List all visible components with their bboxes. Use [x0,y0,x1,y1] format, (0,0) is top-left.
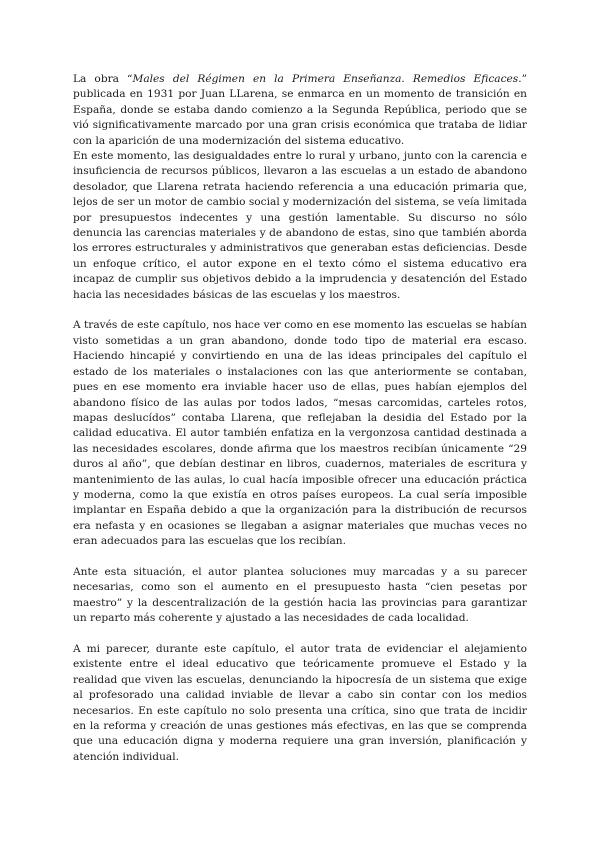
paragraph-opinion: A mi parecer, durante este capítulo, el autor trata de evidenciar el alejamiento existente entre el ideal educativo que teóricamente promueve el Estado y la realidad que viven las escuelas, denunciando la hipocresía de un sistema que exige al profesorado una calidad inviable de llevar a cabo sin contar con los medios necesarios. En este capítulo no solo presenta una crítica, sino que trata de incidir en la reforma y creación de unas gestiones más efectivas, en las que se comprenda que una educación digna y moderna requiere una gran inversión, planificación y atención individual. [73,642,527,763]
paragraph-solutions: Ante esta situación, el autor plantea soluciones muy marcadas y a su parecer necesarias, como son el aumento en el presupuesto hasta “cien pesetas por maestro” y la descentralización de la gestión hacia las provincias para garantizar un reparto más coherente y ajustado a las necesidades de cada localidad. [73,565,527,625]
document-body [73,72,527,765]
paragraph-intro [73,72,527,149]
paragraph-context: En este momento, las desigualdades entre lo rural y urbano, junto con la carencia e insuficiencia de recursos públicos, llevaron a las escuelas a un estado de abandono desolador, que Llarena retrata haciendo referencia a una educación primaria que, lejos de ser un motor de cambio social y modernización del sistema, se veía limitada por presupuestos indecentes y una gestión lamentable. Su discurso no sólo denuncia las carencias materiales y de abandono de estas, sino que también aborda los errores estructurales y administrativos que generaban estas deficiencias. Desde un enfoque crítico, el autor expone en el texto cómo el sistema educativo era incapaz de cumplir sus objetivos debido a la imprudencia y desatención del Estado hacia las necesidades básicas de las escuelas y los maestros. [73,150,527,301]
book-title: Males del Régimen en la Primera Enseñanza. Remedios Eficaces [132,73,519,85]
intro-continuation-text: .” publicada en 1931 por Juan LLarena, se enmarca en un momento de transición en España, donde se estaba dando comienzo a la Segunda República, periodo que se vió significativamente marcado por una gran crisis económica que trataba de lidiar con la aparición de una modernización del sistema educativo. [73,73,527,147]
intro-lead-text: La obra “ [73,73,133,85]
paragraph-materials: A través de este capítulo, nos hace ver como en ese momento las escuelas se habían visto sometidas a un gran abandono, donde todo tipo de material era escaso. Haciendo hincapié y convirtiendo en una de las ideas principales del capítulo el estado de los materiales o instalaciones con las que anteriormente se contaban, pues en ese momento era inviable hacer uso de ellas, pues habían ejemplos del abandono físico de las aulas por todos lados, “mesas carcomidas, carteles rotos, mapas deslucídos” contaba Llarena, que reflejaban la desidia del Estado por la calidad educativa. El autor también enfatiza en la vergonzosa cantidad destinada a las necesidades escolares, donde afirma que los maestros recibían únicamente “29 duros al año”, que debían destinar en libros, cuadernos, materiales de escritura y mantenimiento de las aulas, lo cual hacía imposible ofrecer una educación práctica y moderna, como la que existía en otros países europeos. La cual sería imposible implantar en España debido a que la organización para la distribución de recursos era nefasta y en ocasiones se llegaban a asignar materiales que muchas veces no eran adecuados para las escuelas que los recibían. [73,319,527,548]
